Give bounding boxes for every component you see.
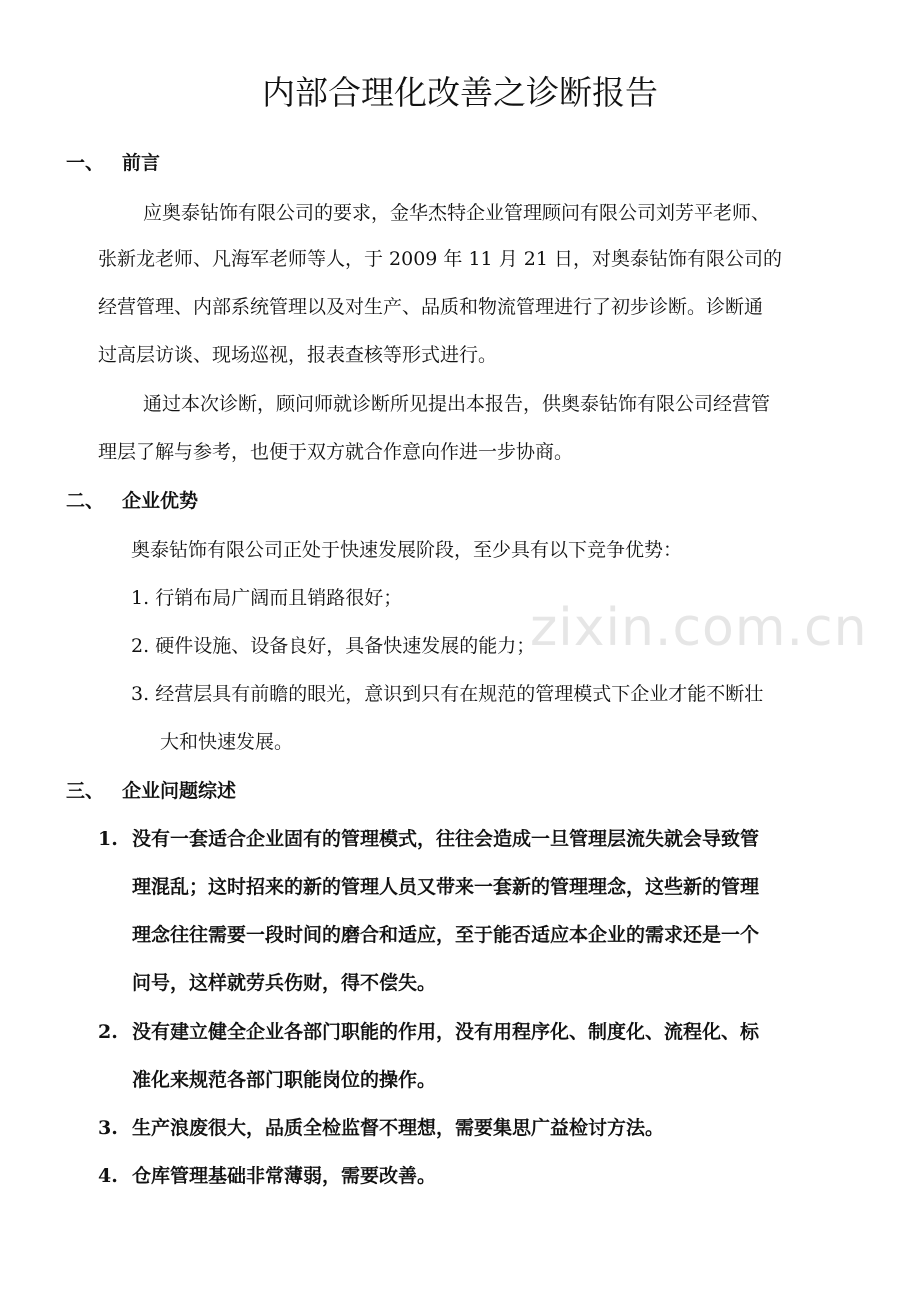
problem-item [98,1113,664,1143]
section-number: 三、 [66,780,105,802]
section-title: 企业问题综述 [122,780,237,802]
problem-number: 3. [98,1117,118,1139]
section-number: 一、 [66,152,105,174]
problem-continuation: 准化来规范各部门职能岗位的操作。 [132,1069,437,1091]
problem-text: 生产浪废很大，品质全检监督不理想，需要集思广益检讨方法。 [132,1117,665,1139]
problem-item [98,1017,759,1047]
paragraph-line: 应奥泰钻饰有限公司的要求，金华杰特企业管理顾问有限公司刘芳平老师、 [143,202,771,224]
watermark: zixin.com.cn [530,598,868,658]
section-heading-advantages [66,486,198,516]
paragraph-line: 张新龙老师、凡海军老师等人，于 2009 年 11 月 21 日，对奥泰钻饰有限公司的 [98,248,782,270]
advantages-intro: 奥泰钻饰有限公司正处于快速发展阶段，至少具有以下竞争优势： [131,539,683,561]
list-text: 行销布局广阔而且销路很好； [155,587,403,609]
paragraph-line: 过高层访谈、现场巡视，报表查核等形式进行。 [98,344,498,366]
problem-continuation: 理念往往需要一段时间的磨合和适应，至于能否适应本企业的需求还是一个 [132,924,760,946]
section-title: 前言 [122,152,161,174]
problem-text: 没有建立健全企业各部门职能的作用，没有用程序化、制度化、流程化、标 [132,1021,760,1043]
list-item [131,679,763,709]
problem-item [98,824,759,854]
problem-continuation: 理混乱；这时招来的新的管理人员又带来一套新的管理理念，这些新的管理 [132,876,760,898]
list-item-continuation: 大和快速发展。 [160,731,294,753]
problem-text: 仓库管理基础非常薄弱，需要改善。 [132,1165,437,1187]
list-number: 2. [131,635,150,657]
problem-number: 1. [98,828,118,850]
section-title: 企业优势 [122,490,199,512]
problem-number: 2. [98,1021,118,1043]
list-number: 1. [131,587,150,609]
paragraph-line: 理层了解与参考，也便于双方就合作意向作进一步协商。 [98,441,574,463]
list-number: 3. [131,683,150,705]
section-heading-problems [66,776,236,806]
list-item [131,631,535,661]
paragraph-line: 通过本次诊断，顾问师就诊断所见提出本报告，供奥泰钻饰有限公司经营管 [143,393,771,415]
list-text: 硬件设施、设备良好，具备快速发展的能力； [155,635,536,657]
problem-continuation: 问号，这样就劳兵伤财，得不偿失。 [132,972,437,994]
document-title: 内部合理化改善之诊断报告 [262,73,658,112]
section-number: 二、 [66,490,105,512]
problem-text: 没有一套适合企业固有的管理模式，往往会造成一旦管理层流失就会导致管 [132,828,760,850]
problem-item [98,1161,436,1191]
paragraph-line: 经营管理、内部系统管理以及对生产、品质和物流管理进行了初步诊断。诊断通 [98,296,764,318]
list-item [131,583,402,613]
list-text: 经营层具有前瞻的眼光，意识到只有在规范的管理模式下企业才能不断壮 [155,683,764,705]
section-heading-preface [66,148,160,178]
problem-number: 4. [98,1165,118,1187]
